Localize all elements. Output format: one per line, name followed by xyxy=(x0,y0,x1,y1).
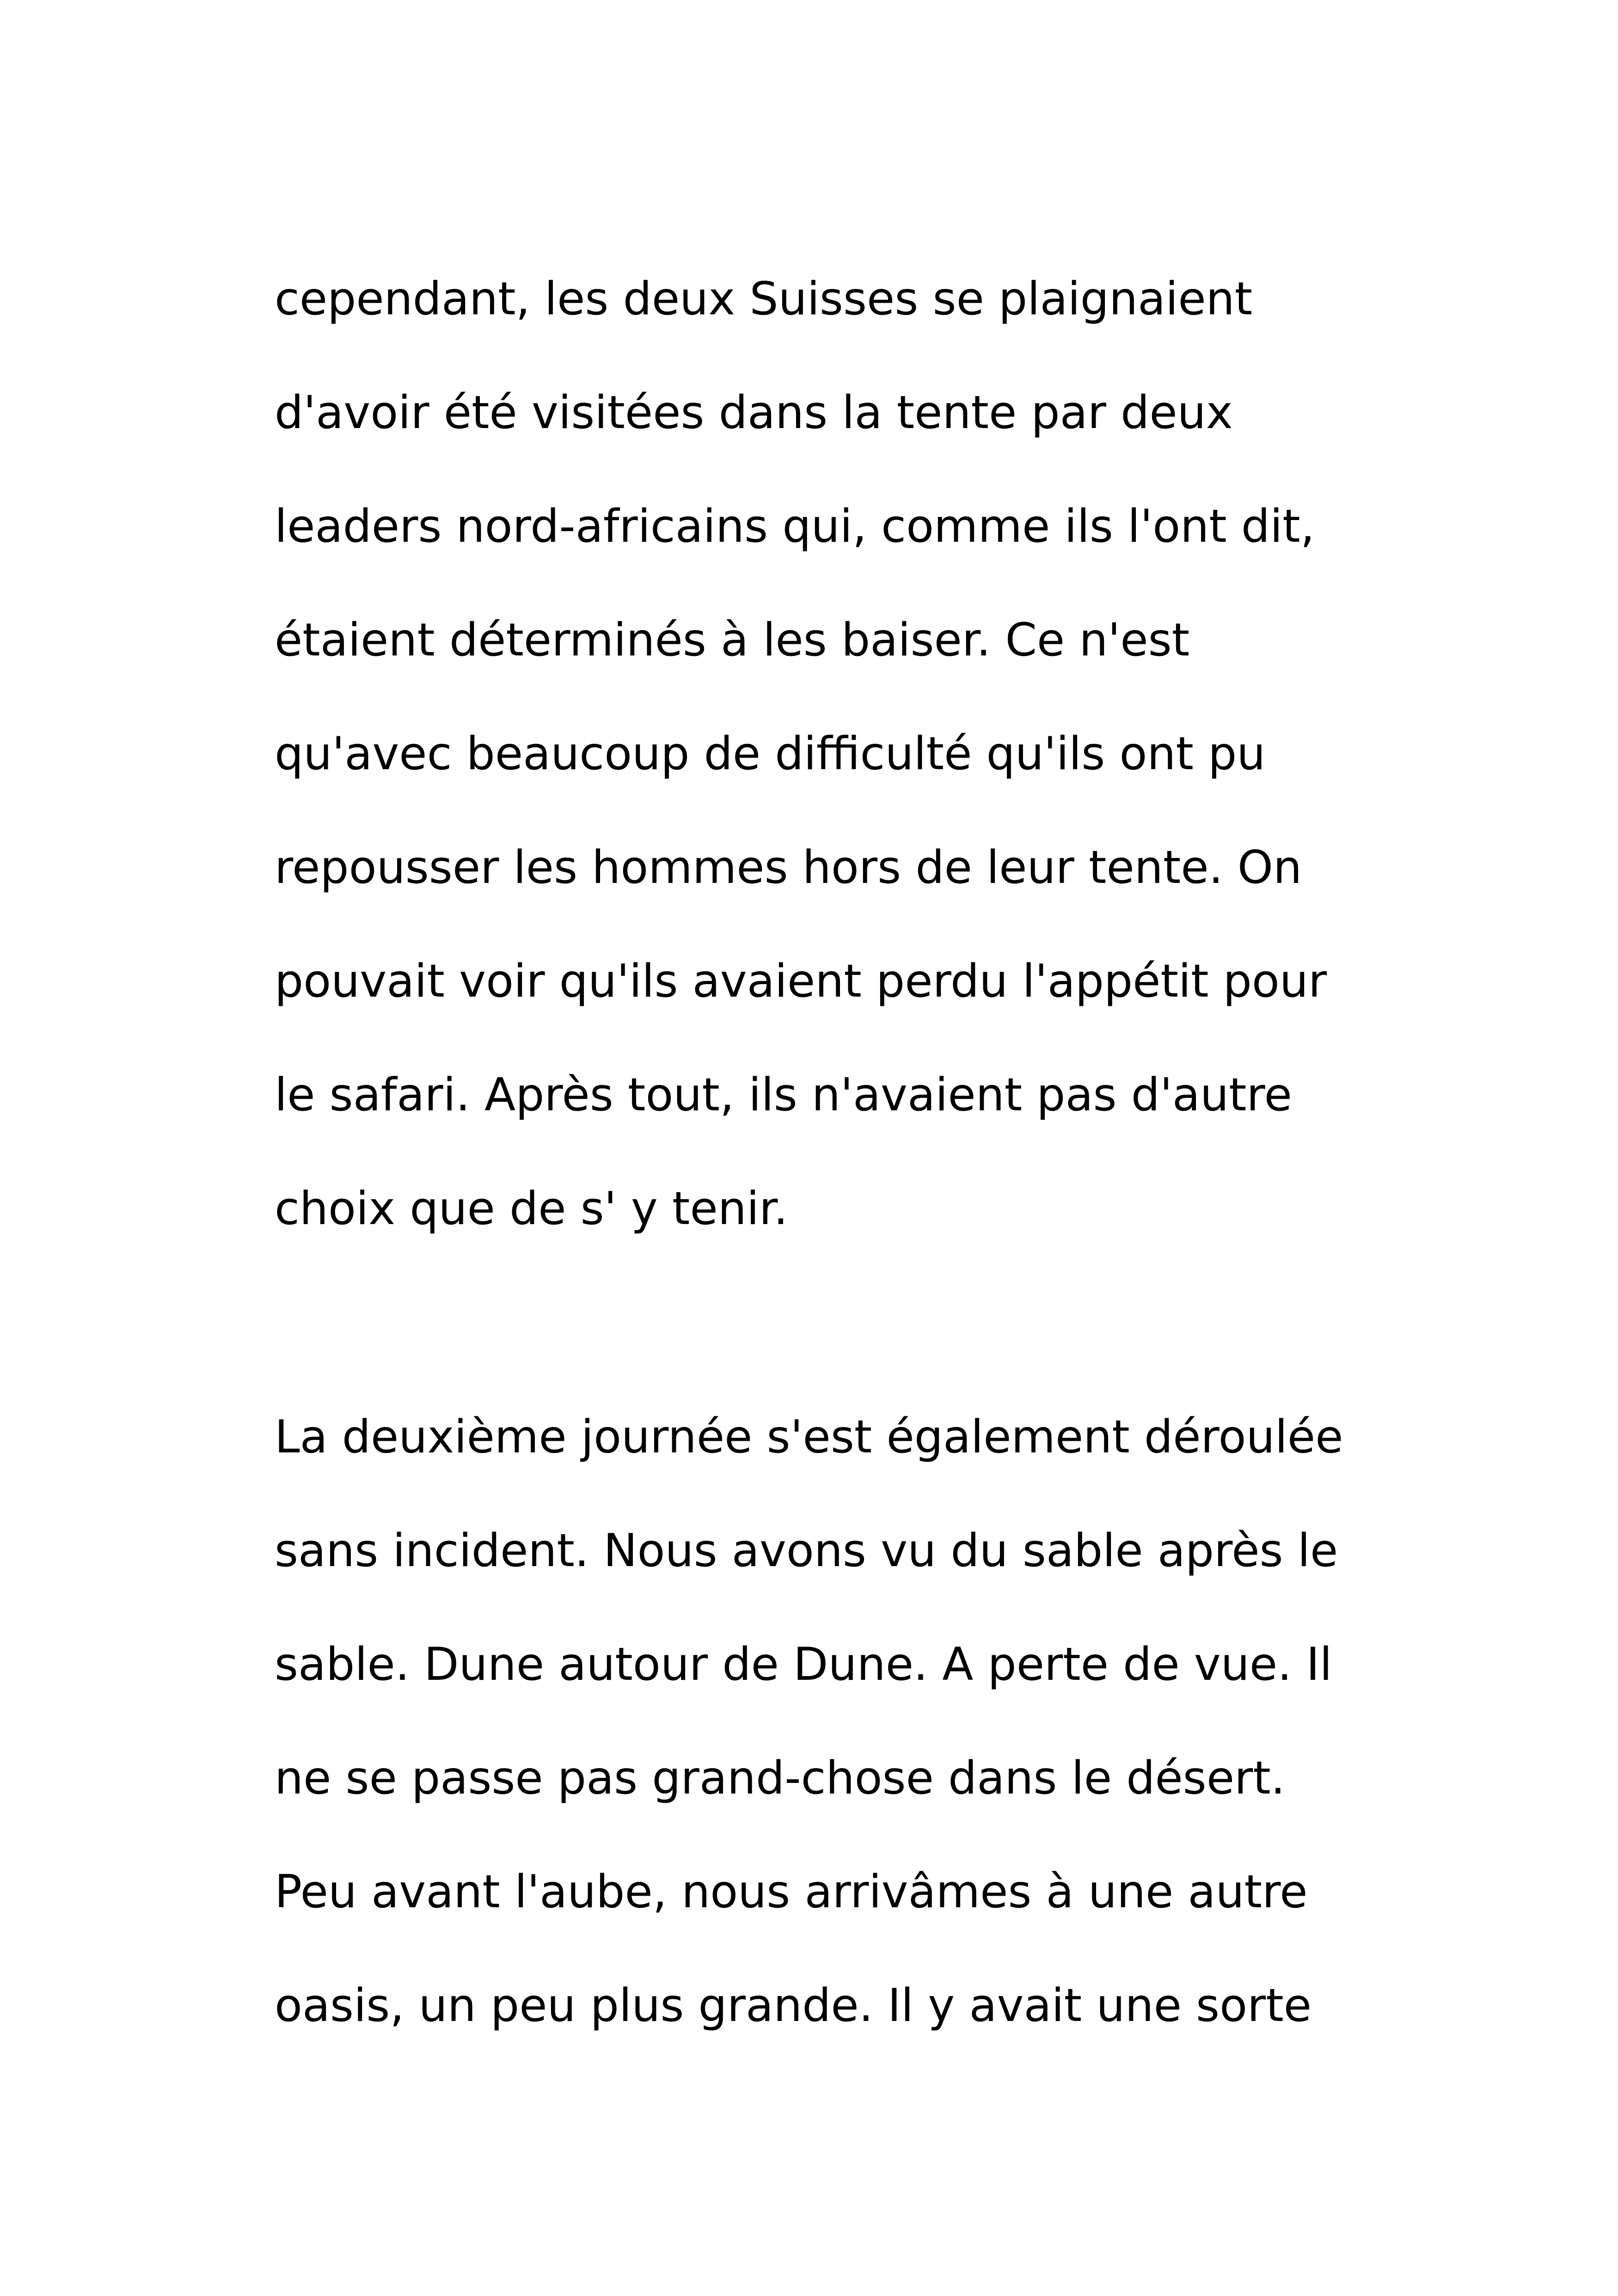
text-line: sans incident. Nous avons vu du sable après le xyxy=(275,1525,1338,1577)
text-line: pouvait voir qu'ils avaient perdu l'appétit pour xyxy=(275,955,1327,1008)
text-line: Peu avant l'aube, nous arrivâmes à une autre xyxy=(275,1866,1308,1918)
text-line: cependant, les deux Suisses se plaignaient xyxy=(275,273,1253,325)
text-line: repousser les hommes hors de leur tente. On xyxy=(275,841,1302,894)
text-line: leaders nord-africains qui, comme ils l'ont dit, xyxy=(275,500,1315,553)
paragraph-1 xyxy=(275,242,1430,1266)
text-line: ne se passe pas grand-chose dans le désert. xyxy=(275,1752,1286,1805)
text-line: d'avoir été visitées dans la tente par deux xyxy=(275,386,1233,439)
text-line: sable. Dune autour de Dune. A perte de vue. Il xyxy=(275,1638,1332,1691)
text-line: choix que de s' y tenir. xyxy=(275,1182,788,1235)
text-line: le safari. Après tout, ils n'avaient pas d'autre xyxy=(275,1069,1292,1121)
text-line: La deuxième journée s'est également déroulée xyxy=(275,1411,1343,1463)
paragraph-2 xyxy=(275,1380,1430,2063)
text-line: étaient déterminés à les baiser. Ce n'est xyxy=(275,614,1190,667)
text-line: qu'avec beaucoup de difficulté qu'ils ont pu xyxy=(275,728,1266,780)
text-line: oasis, un peu plus grande. Il y avait une sorte xyxy=(275,1979,1312,2032)
